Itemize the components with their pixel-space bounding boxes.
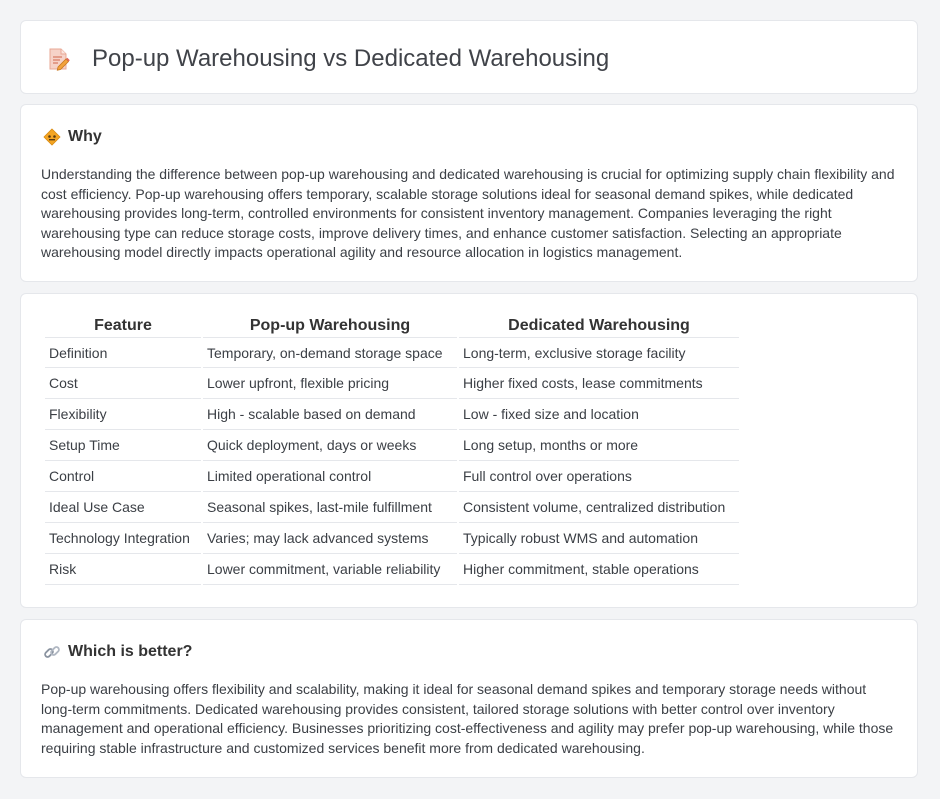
document-pencil-icon (45, 46, 71, 72)
why-heading-row (43, 127, 102, 147)
table-cell: Consistent volume, centralized distribution (459, 492, 739, 523)
table-cell: Seasonal spikes, last-mile fulfillment (203, 492, 457, 523)
table-row (45, 461, 739, 492)
page-title: Pop-up Warehousing vs Dedicated Warehousing (92, 45, 610, 72)
table-cell: Lower commitment, variable reliability (203, 554, 457, 585)
table-header-row (45, 315, 739, 338)
table-cell: High - scalable based on demand (203, 399, 457, 430)
table-cell: Cost (45, 368, 201, 399)
header-card (20, 20, 918, 94)
table-cell: Control (45, 461, 201, 492)
table-cell: Varies; may lack advanced systems (203, 523, 457, 554)
why-section (20, 104, 918, 282)
table-cell: Long setup, months or more (459, 430, 739, 461)
table-cell: Typically robust WMS and automation (459, 523, 739, 554)
comparison-section (20, 293, 918, 608)
table-cell: Risk (45, 554, 201, 585)
table-row (45, 399, 739, 430)
table-cell: Long-term, exclusive storage facility (459, 338, 739, 368)
link-icon (43, 643, 61, 661)
table-cell: Lower upfront, flexible pricing (203, 368, 457, 399)
column-header-feature: Feature (45, 315, 201, 338)
why-paragraph: Understanding the difference between pop-up warehousing and dedicated warehousing is crucial for optimizing supply chain flexibility and cost efficiency. Pop-up warehousing offers temporary, scalable storage solutions ideal for seasonal demand spikes, while dedicated warehousing provides long-term, controlled environments for consistent inventory management. Companies leveraging the right warehousing type can reduce storage costs, improve delivery times, and enhance customer satisfaction. Selecting an appropriate warehousing model directly impacts operational agility and resource allocation in logistics management. (41, 166, 895, 261)
column-header-dedicated: Dedicated Warehousing (459, 315, 739, 338)
which-is-better-section (20, 619, 918, 778)
table-cell: Temporary, on-demand storage space (203, 338, 457, 368)
better-heading: Which is better? (68, 643, 193, 660)
table-cell: Definition (45, 338, 201, 368)
better-paragraph: Pop-up warehousing offers flexibility and scalability, making it ideal for seasonal demand spikes and temporary storage needs without long-term commitments. Dedicated warehousing provides consistent, tailored storage solutions with better control over inventory management and operational efficiency. Businesses prioritizing cost-effectiveness and agility may prefer pop-up warehousing, while those requiring stable infrastructure and customized services benefit more from dedicated warehousing. (41, 681, 894, 756)
table-cell: Setup Time (45, 430, 201, 461)
diamond-warning-icon (43, 128, 61, 146)
table-row (45, 338, 739, 368)
column-header-popup: Pop-up Warehousing (203, 315, 457, 338)
table-cell: Technology Integration (45, 523, 201, 554)
table-row (45, 523, 739, 554)
table-cell: Flexibility (45, 399, 201, 430)
table-cell: Quick deployment, days or weeks (203, 430, 457, 461)
table-cell: Ideal Use Case (45, 492, 201, 523)
table-cell: Higher fixed costs, lease commitments (459, 368, 739, 399)
table-row (45, 492, 739, 523)
comparison-table (43, 315, 741, 585)
table-row (45, 554, 739, 585)
better-heading-row (43, 642, 192, 662)
table-cell: Full control over operations (459, 461, 739, 492)
table-cell: Low - fixed size and location (459, 399, 739, 430)
table-row (45, 430, 739, 461)
table-cell: Higher commitment, stable operations (459, 554, 739, 585)
why-heading: Why (68, 128, 102, 145)
table-row (45, 368, 739, 399)
table-cell: Limited operational control (203, 461, 457, 492)
